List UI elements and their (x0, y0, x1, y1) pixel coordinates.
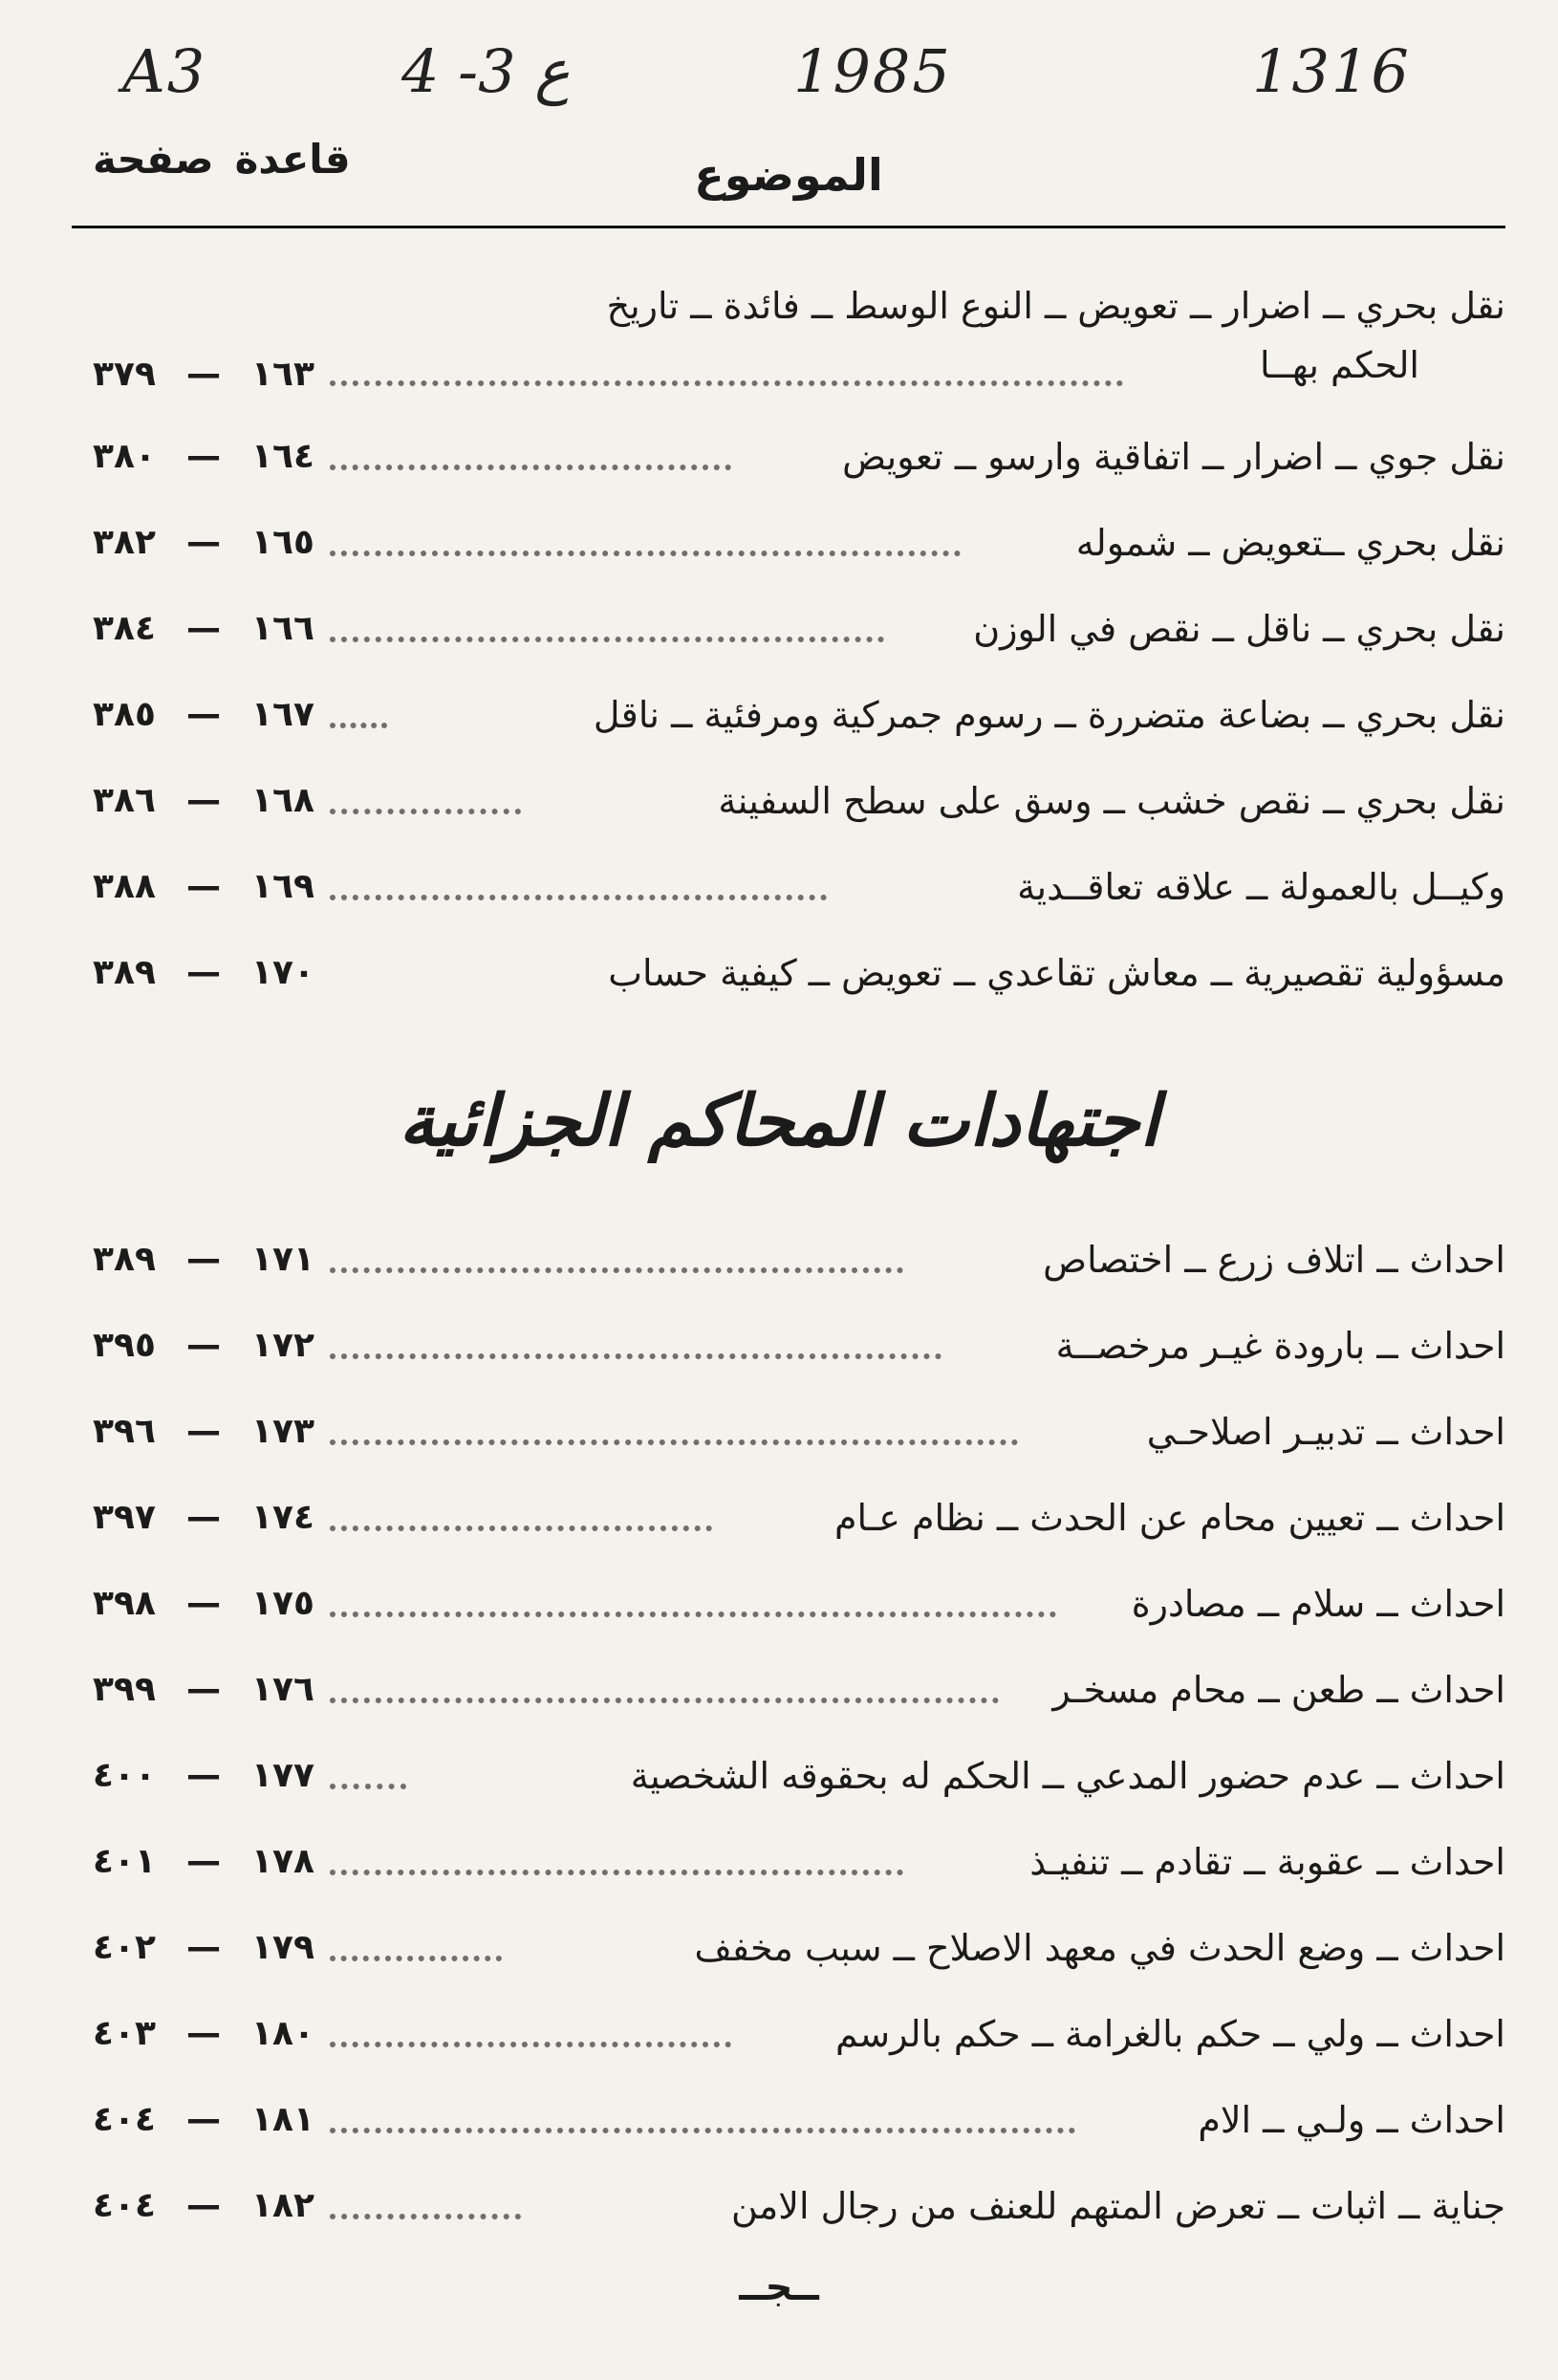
page-number: ٤٠٤ (93, 2186, 156, 2225)
entry-topic: احداث ــ اتلاف زرع ــ اختصاص (1043, 1239, 1505, 1281)
entry-topic: احداث ــ وضع الحدث في معهد الاصلاح ــ سبب مخفف (694, 1927, 1505, 1969)
page-number: ٣٨٢ (93, 523, 156, 562)
page-number: ٣٨٩ (93, 953, 156, 992)
index-entry (72, 686, 1505, 744)
page-number: ٣٨٥ (93, 695, 156, 734)
rule-number: ١٨١ (251, 2100, 314, 2139)
leader-dots (330, 1506, 712, 1531)
handwritten-note: A3 (122, 36, 207, 106)
index-entry (72, 1231, 1505, 1288)
page-number: ٣٩٦ (93, 1412, 156, 1451)
leader-dots (330, 1334, 941, 1359)
entry-numbers: ١٧٥—٣٩٨ (72, 1575, 335, 1633)
page-number: ٤٠٣ (93, 2014, 156, 2053)
entry-numbers: ١٦٥—٣٨٢ (72, 514, 335, 572)
entry-numbers: ١٧٨—٤٠١ (72, 1833, 335, 1891)
entry-numbers: ١٨٠—٤٠٣ (72, 2005, 335, 2063)
entry-numbers: ١٧٠—٣٨٩ (72, 944, 335, 1002)
section-heading: اجتهادات المحاكم الجزائية (399, 1080, 1159, 1162)
number-columns-header (72, 136, 351, 183)
leader-dots (330, 1592, 1056, 1617)
rule-number: ١٧٥ (251, 1584, 314, 1623)
leader-dots (330, 617, 884, 642)
header-divider (72, 226, 1505, 228)
index-entry (72, 772, 1505, 830)
index-entry (72, 1403, 1505, 1460)
entry-numbers: ١٧٤—٣٩٧ (72, 1489, 335, 1547)
entry-numbers: ١٦٦—٣٨٤ (72, 600, 335, 658)
index-entry (72, 2177, 1505, 2235)
index-entry (72, 2005, 1505, 2063)
entry-numbers: ١٨١—٤٠٤ (72, 2091, 335, 2149)
rule-number: ١٧٨ (251, 1842, 314, 1881)
leader-dots (330, 1850, 903, 1875)
page-number: ٣٩٨ (93, 1584, 156, 1623)
index-entry (72, 1575, 1505, 1633)
rule-number: ١٦٥ (251, 523, 314, 562)
entry-numbers: ١٦٤—٣٨٠ (72, 428, 335, 486)
entry-numbers: ١٦٩—٣٨٨ (72, 858, 335, 916)
handwritten-note: 1316 (1252, 36, 1411, 106)
table-header (72, 132, 1505, 224)
rule-number: ١٦٨ (251, 781, 314, 820)
page-number: ٣٨٦ (93, 781, 156, 820)
rule-number: ١٧٣ (251, 1412, 314, 1451)
page-number: ٤٠١ (93, 1842, 156, 1881)
rule-number: ١٦٣ (251, 355, 314, 394)
page-number: ٣٩٥ (93, 1326, 156, 1365)
index-entry (72, 1489, 1505, 1547)
index-entry (72, 1317, 1505, 1374)
handwritten-note: 4 -3 ع (401, 36, 571, 106)
rule-number: ١٦٦ (251, 609, 314, 648)
entry-numbers: ١٧٩—٤٠٢ (72, 1919, 335, 1977)
entry-topic: نقل بحري ــ اضرار ــ تعويض ــ النوع الوسط ــ فائدة ــ تاريخ (606, 285, 1505, 327)
entry-topic: احداث ــ عدم حضور المدعي ــ الحكم له بحقوقه الشخصية (630, 1755, 1505, 1797)
page-number: ٣٩٧ (93, 1498, 156, 1537)
entry-numbers: ١٧٦—٣٩٩ (72, 1661, 335, 1719)
leader-dots (330, 1420, 1018, 1445)
handwritten-annotations (0, 36, 1558, 122)
page-number: ٣٩٩ (93, 1670, 156, 1709)
index-entry (72, 1747, 1505, 1805)
index-entry (72, 1661, 1505, 1719)
leader-dots (330, 2023, 731, 2047)
page-column-header: صفحة (93, 136, 214, 183)
rule-number: ١٧٧ (251, 1756, 314, 1795)
leader-dots (330, 1678, 999, 1703)
rule-number: ١٦٧ (251, 695, 314, 734)
entry-numbers: ١٦٧—٣٨٥ (72, 686, 335, 744)
rule-number: ١٧٠ (251, 953, 314, 992)
leader-dots (330, 876, 827, 900)
rule-number: ١٧٩ (251, 1928, 314, 1967)
rule-number: ١٨٠ (251, 2014, 314, 2053)
index-entry (72, 858, 1505, 916)
rule-column-header: قاعدة (234, 136, 351, 183)
page-number: ٤٠٠ (93, 1756, 156, 1795)
page-number: ٣٧٩ (93, 355, 156, 394)
leader-dots (330, 790, 521, 814)
entry-topic: احداث ــ سلام ــ مصادرة (1131, 1583, 1505, 1625)
index-entry (72, 600, 1505, 658)
entry-topic: نقل بحري ــ نقص خشب ــ وسق على سطح السفينة (718, 780, 1505, 822)
leader-dots (330, 1248, 903, 1273)
entry-topic-continuation: الحكم بهــا (1260, 344, 1419, 386)
entry-topic: احداث ــ طعن ــ محام مسخـر (1052, 1669, 1505, 1711)
rule-number: ١٧٤ (251, 1498, 314, 1537)
rule-number: ١٧١ (251, 1240, 314, 1279)
index-entry (72, 944, 1505, 1002)
index-entry (72, 428, 1505, 486)
entry-topic: نقل بحري ــتعويض ــ شموله (1075, 522, 1505, 564)
leader-dots (330, 703, 387, 728)
entry-topic: نقل بحري ــ بضاعة متضررة ــ رسوم جمركية ومرفئية ــ ناقل (593, 694, 1505, 736)
leader-dots (330, 2195, 521, 2219)
page-footer: ــجــ (739, 2265, 819, 2309)
rule-number: ١٧٢ (251, 1326, 314, 1365)
page-number: ٣٨٤ (93, 609, 156, 648)
rule-number: ١٧٦ (251, 1670, 314, 1709)
page-number: ٤٠٤ (93, 2100, 156, 2139)
index-entry (72, 1919, 1505, 1977)
leader-dots (330, 361, 1123, 386)
entry-numbers: ١٦٨—٣٨٦ (72, 772, 335, 830)
page-number: ٣٨٠ (93, 437, 156, 476)
rule-number: ١٦٤ (251, 437, 314, 476)
entry-topic: احداث ــ تعيين محام عن الحدث ــ نظام عـام (834, 1497, 1505, 1539)
rule-number: ١٦٩ (251, 867, 314, 906)
leader-dots (330, 1764, 406, 1789)
entry-topic: مسؤولية تقصيرية ــ معاش تقاعدي ــ تعويض ــ كيفية حساب (608, 952, 1505, 994)
entry-topic: احداث ــ بارودة غيـر مرخصــة (1055, 1325, 1505, 1367)
index-entry (72, 1833, 1505, 1891)
index-entry (72, 277, 1505, 394)
entry-numbers: ١٧٧—٤٠٠ (72, 1747, 335, 1805)
leader-dots (330, 2109, 1075, 2133)
leader-dots (330, 1936, 502, 1961)
entry-topic: احداث ــ ولـي ــ الام (1198, 2099, 1505, 2141)
entry-topic: احداث ــ ولي ــ حكم بالغرامة ــ حكم بالرسم (834, 2013, 1505, 2055)
entry-topic: جناية ــ اثبات ــ تعرض المتهم للعنف من رجال الامن (731, 2185, 1505, 2227)
entry-topic: نقل جوي ــ اضرار ــ اتفاقية وارسو ــ تعويض (842, 436, 1505, 478)
entry-numbers: ١٧١—٣٨٩ (72, 1231, 335, 1288)
entry-numbers: ١٧٣—٣٩٦ (72, 1403, 335, 1460)
rule-number: ١٨٢ (251, 2186, 314, 2225)
leader-dots (330, 445, 731, 470)
entry-numbers: ١٨٢—٤٠٤ (72, 2177, 335, 2235)
entry-topic: نقل بحري ــ ناقل ــ نقص في الوزن (973, 608, 1505, 650)
entry-topic: وكيــل بالعمولة ــ علاقه تعاقــدية (1017, 866, 1505, 908)
topic-column-header: الموضوع (694, 149, 883, 201)
entry-numbers: ١٦٣—٣٧٩ (72, 346, 335, 403)
index-entry (72, 2091, 1505, 2149)
handwritten-note: 1985 (793, 36, 952, 106)
page-number: ٣٨٩ (93, 1240, 156, 1279)
entry-topic: احداث ــ عقوبة ــ تقادم ــ تنفيـذ (1029, 1841, 1505, 1883)
page-number: ٤٠٢ (93, 1928, 156, 1967)
entry-topic: احداث ــ تدبيـر اصلاحـي (1146, 1411, 1505, 1453)
page-number: ٣٨٨ (93, 867, 156, 906)
index-entry (72, 514, 1505, 572)
leader-dots (330, 531, 961, 556)
entry-numbers: ١٧٢—٣٩٥ (72, 1317, 335, 1374)
